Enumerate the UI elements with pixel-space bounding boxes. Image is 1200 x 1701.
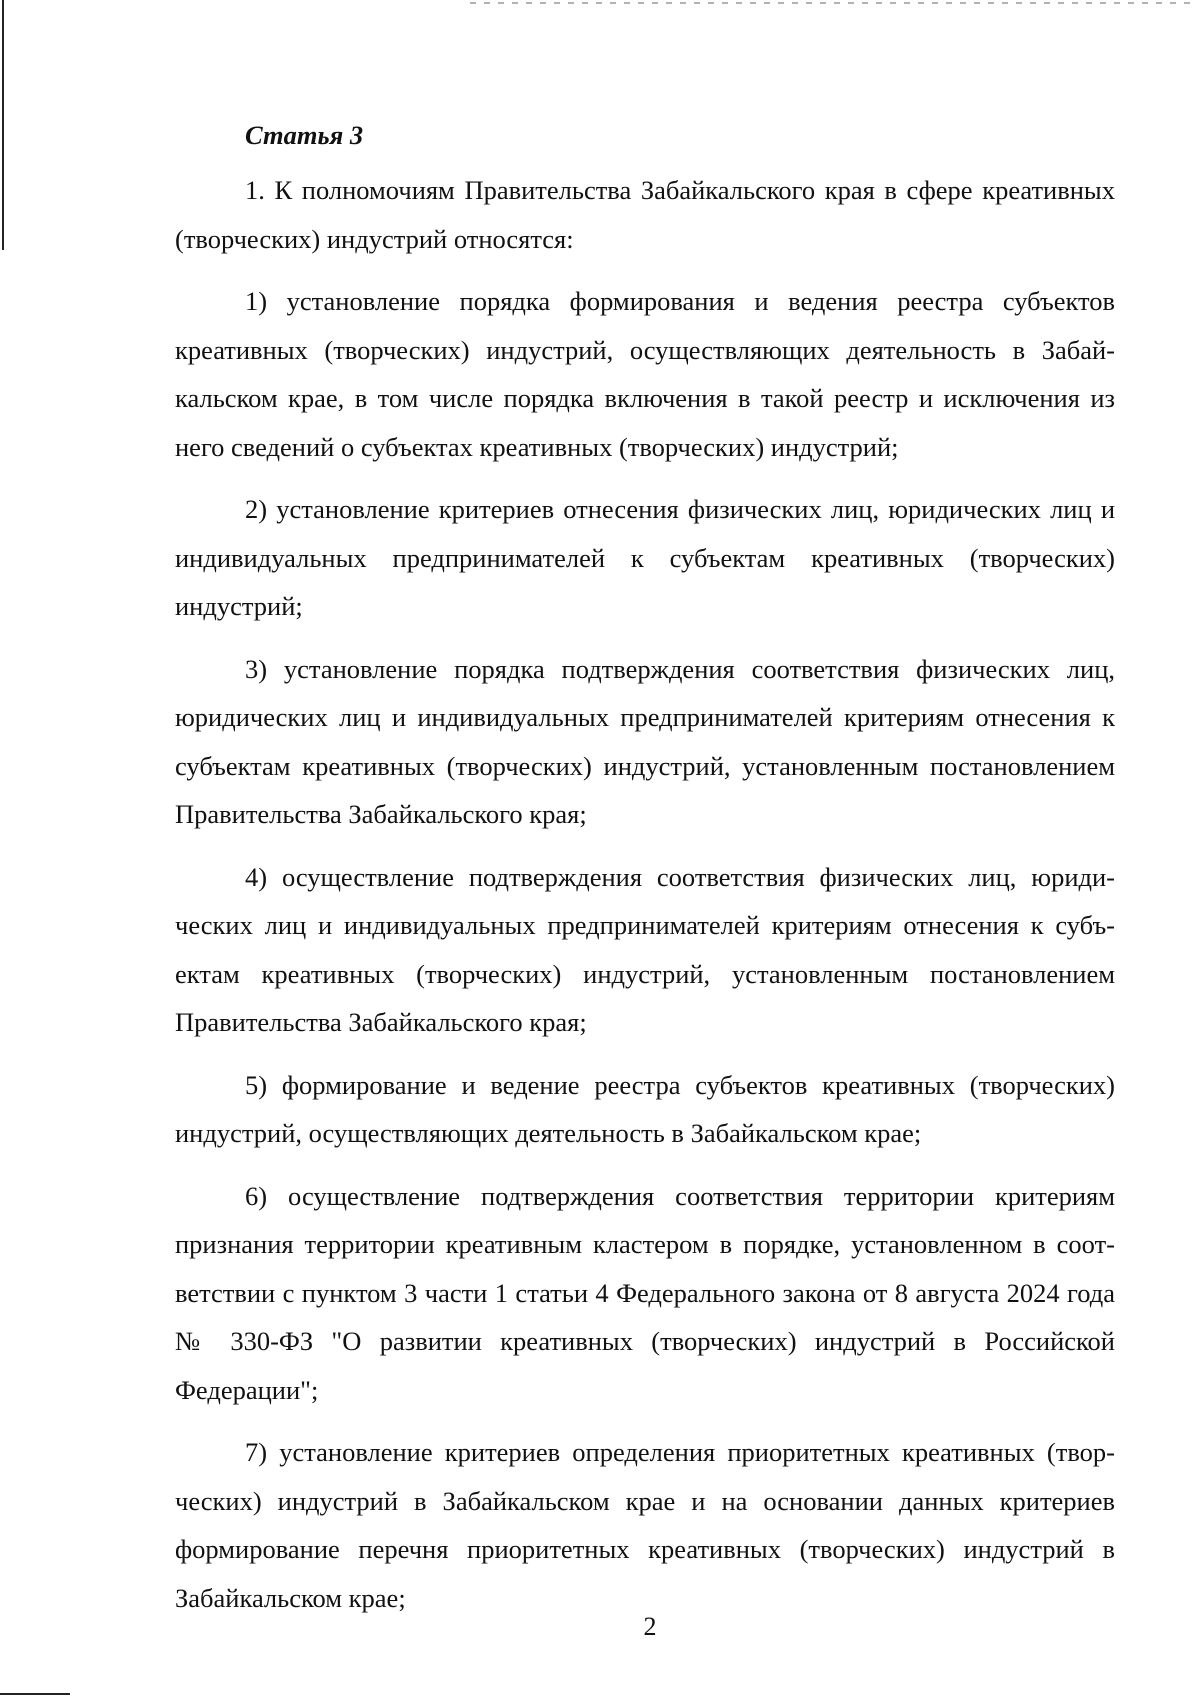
paragraph-item-5: 5) формирование и ведение реестра субъектов креативных (творческих) индустрий, осуществляющих деятельность в Забайкальском крае;: [175, 1069, 1115, 1148]
paragraph-item-4: 4) осуществление подтверждения соответствия физических лиц, юридических лиц и индивидуальных предпринимателей критериям отнесения к субъектам креативных (творческих) индустрий, установленным постановлением Правительства Забайкальского края;: [175, 861, 1115, 1037]
paragraph-item-6: 6) осуществление подтверждения соответствия территории критериям признания территории креативным кластером в порядке, установленном в соответствии с пунктом 3 части 1 статьи 4 Федерального закона от 8 августа 2024 года № 330-ФЗ "О развитии креативных (творческих) индустрий в Российской Федерации";: [175, 1180, 1115, 1405]
paragraph-item-3: 3) установление порядка подтверждения соответствия физических лиц, юридических лиц и индивидуальных предпринимателей критериям отнесения к субъектам креативных (творческих) индустрий, установленным постановлением Правительства Забайкальского края;: [175, 653, 1115, 829]
paragraph-item-2: 2) установление критериев отнесения физических лиц, юридических лиц и индивидуальных предпринимателей к субъектам креативных (творческих) индустрий;: [175, 494, 1115, 621]
scan-edge-mark: [2, 0, 4, 250]
article-heading: Статья 3: [245, 120, 364, 150]
scan-corner-mark: [0, 1693, 70, 1695]
paragraph-item-1: 1) установление порядка формирования и ведения реестра субъектов креативных (творческих) индустрий, осуществляющих деятельность в Забайкальском крае, в том числе порядка включения в такой реестр и исключения из него сведений о субъектах креативных (творческих) индустрий;: [175, 286, 1115, 462]
scan-top-noise: [470, 2, 1190, 4]
page-number: 2: [643, 1612, 657, 1641]
document-body: [175, 118, 1115, 1636]
paragraph-1: 1. К полномочиям Правительства Забайкальского края в сфере креативных (творческих) индустрий относятся:: [175, 175, 1115, 254]
paragraph-item-7: 7) установление критериев определения приоритетных креативных (творческих) индустрий в Забайкальском крае и на основании данных критериев формирование перечня приоритетных креативных (творческих) индустрий в Забайкальском крае;: [175, 1437, 1115, 1613]
